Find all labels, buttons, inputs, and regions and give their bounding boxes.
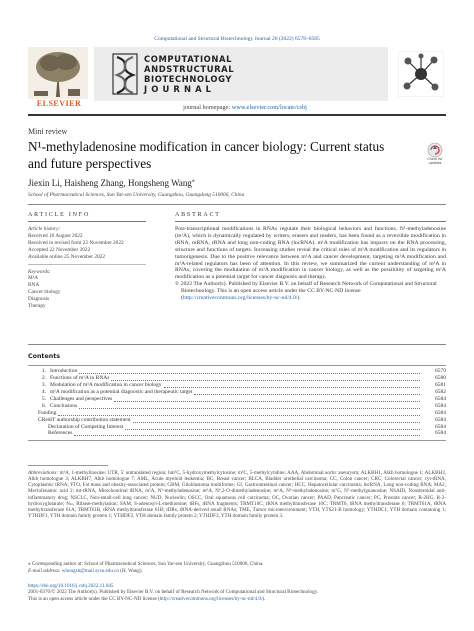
corresponding-author-note: ⁎ Corresponding author at: School of Pharmaceutical Sciences, Sun Yat-sen University, Guangzhou 510006, China. [28,561,264,567]
doi-block [28,583,446,602]
toc-entry-title[interactable]: m¹A modification as a potential diagnostic and therapeutic target [50,388,193,395]
toc-leader-dots [58,410,420,416]
publisher-name: ELSEVIER [36,99,82,108]
toc-leader-dots [114,396,420,402]
toc-entry-title[interactable]: Challenges and perspectives [50,395,113,402]
toc-leader-dots [194,389,420,395]
copyright-notice: © 2022 The Author(s). Published by Elsevier B.V. on behalf of Research Network of Computational and Structural Biotechnology. This is an open access article under the CC BY-NC-ND license (http://creativecommons.org/licenses/by-nc-nd/4.0/). [175,281,437,302]
journal-citation-line[interactable]: Computational and Structural Biotechnology Journal 20 (2022) 6578–6585 [154,36,320,42]
author-list: Jiexin Li, Haisheng Zhang, Hongsheng Wang⁎ [28,178,195,188]
toc-entry-page: 6581 [435,381,446,388]
journal-helix-logo-icon [112,53,138,95]
article-type: Mini review [28,127,68,136]
toc-leader-dots [111,375,420,381]
check-updates-icon [424,142,446,158]
toc-leader-dots [79,403,420,409]
toc-entry[interactable] [28,417,446,424]
toc-entry[interactable] [28,389,446,396]
toc-entry[interactable] [28,403,446,410]
history-item: Received 10 August 2022 [28,233,83,239]
toc-entry-title[interactable]: Declaration of Competing Interest [48,423,124,430]
email-line: E-mail address: whongsh@mail.sysu.edu.cn (H. Wang). [28,567,143,574]
toc-entry-page: 6584 [435,395,446,402]
masthead [28,47,446,113]
affiliation: School of Pharmaceutical Sciences, Sun Yat-sen University, Guangzhou, Guangdong 510006, China [28,192,245,198]
toc-entry[interactable] [28,368,446,375]
article-history-title: Article history: [28,226,61,232]
toc-entry-title[interactable]: Funding [38,409,57,416]
abstract-text: Post-transcriptional modifications in RNAs regulate their biological behaviors and functions. N¹-methyladenosine (m¹A), which is dynamically regulated by writers, erasers and readers, has been found as a reversible modification in tRNA, mRNA, rRNA and long non-coding RNA (lncRNA). m¹A modification has impacts on the RNA processing, structure and functions of targets. Increasing studies reveal the critical roles of m¹A modification and its regulators in tumorigenesis. Due to the positive relevance between m¹A and cancer development, targeting m¹A modification and m¹A-related regulators has been of attention. In this review, we summarized the current understanding of m¹A in RNAs, covering the modulation of m¹A modification in cancer biology, as well as the possibility of targeting m¹A modification as a potential target for cancer diagnosis and therapy. [175,226,446,281]
article-info-heading: ARTICLE INFO [28,212,91,218]
toc-entry[interactable] [28,375,446,382]
license-link[interactable]: http://creativecommons.org/licenses/by-nc-nd/4.0/ [182,295,298,302]
toc-entry-page: 6584 [435,409,446,416]
toc-entry[interactable] [28,382,446,389]
abbreviations: Abbreviations: m¹A, 1-methylinosine; UTR, 5′ untranslated region; hm⁵C, 5-hydroxymethylcytosine; m⁵C, 5-methylcytidine; AAA, Abdominal aortic aneurysm; ALKBH1, Alkb homologue 1; ALKBH3, Alkb homologue 3; ALKBH7, Alkb homologue 7; AML, Acute myeloid leukemia; BC, Breast cancer; BLCA, Bladder urothelial carcinoma; CC, Colon cancer; CRC, Colorectal cancer; cyt-tRNA, Cytoplasmic tRNA; FTO, Fat mass and obesity-associated protein; GBM, Glioblastoma multiforme; GI, Gastrointestinal cancer; HCC, Hepatocellular carcinoma; lncRNA, Long non-coding RNA; MA2, Meclofenamic acid 2; mt-tRNA, Mitochondrial tRNA; m¹A, N¹-methyladenosine; m⁶A, N⁶,2-O-dimethyladenosine; m⁶A, N⁶-methyladenosine; m⁷G, N⁷-methylguanosine; NSAID, Nonsteroidal anti-inflammatory drug; NSCLC, Non-small-cell lung cancer; NUD, Nucleolin; OSCC, Oral squamous cell carcinoma; OC, Ovarian cancer; PAAD, Pancreatic cancer; PC, Prostate cancer; R-2HG, R-2-hydroxyglutarate; Nₘ, Ribose-methylation; SAM, S-adenosyl-L-methionine; tRFs, tRNA fragments; TRMT10C, tRNA methyltransferase 10C; TRMT6, tRNA methyltransferase 6; TRMT61A, tRNA methyltransferase 61A; TRMT61B, tRNA methyltransferase 61B; tDRs, tRNA-derived small RNAs; TME, Tumor microenvironment; YTH, YTS21-B homology; YTHDC1, YTH domain containing 1; YTHDF1, YTH domain family protein 1; YTHDF2, YTH domain family protein 2; YTHDF3, YTH domain family protein 3. [28,470,446,520]
toc-entry[interactable] [28,410,446,417]
article-info-column [28,212,146,310]
contents-rule [28,344,446,345]
toc-entry[interactable] [28,430,446,437]
toc-entry-title[interactable]: CRediT authorship contribution statement [38,416,131,423]
masthead-rule [28,114,446,116]
doi-link[interactable]: https://doi.org/10.1016/j.csbj.2022.11.045 [28,583,114,589]
toc-bottom-rule [28,440,446,441]
keyword-item: Therapy [28,303,46,309]
corresponding-author-mark[interactable]: ⁎ [191,178,195,184]
toc-entry-page: 6579 [435,368,446,374]
journal-homepage: journal homepage: www.elsevier.com/locate/csbj [183,104,307,111]
keywords-title: Keywords: [28,269,51,275]
toc-entry-title[interactable]: Conclusions [50,402,78,409]
open-access-line: This is an open access article under the CC BY-NC-ND license (http://creativecommons.org/licenses/by-nc-nd/4.0/). [28,595,266,602]
keyword-item: Cancer biology [28,289,61,295]
toc-entry-title[interactable]: Modulation of m¹A modification in cancer biology [50,381,162,388]
contents-title: Contents [28,353,60,360]
toc-entry-page: 6584 [435,402,446,409]
toc-leader-dots [133,417,420,423]
toc-entry-number: 5. [41,395,46,402]
keyword-item: M¹A [28,275,39,281]
toc-leader-dots [125,424,420,430]
toc-entry-number: 3. [41,381,46,388]
toc-entry-page: 6580 [435,374,446,381]
history-item: Available online 25 November 2022 [28,254,105,260]
toc-entry-page: 6584 [435,430,446,437]
table-of-contents [28,368,446,437]
toc-entry-number: 6. [41,402,46,409]
toc-entry-page: 6584 [435,416,446,423]
toc-leader-dots [74,430,420,436]
abstract-heading: ABSTRACT [175,212,221,218]
toc-entry-page: 6584 [435,423,446,430]
check-for-updates-button[interactable]: Check for updates [424,142,446,168]
toc-entry-title[interactable]: Introduction [50,368,78,374]
keyword-item: Diagnosis [28,296,50,302]
footnote-rule [28,465,108,466]
article-title: N¹-methyladenosine modification in cancer biology: Current status and future perspectives [28,139,385,171]
toc-entry[interactable] [28,396,446,403]
toc-entry-number: 1. [41,368,46,374]
journal-network-icon [398,51,444,97]
history-item: Received in revised form 22 November 2022 [28,240,124,246]
oa-license-link[interactable]: http://creativecommons.org/licenses/by-nc-nd/4.0/ [159,595,263,602]
affiliation-rule [28,204,446,205]
email-link[interactable]: whongsh@mail.sysu.edu.cn [61,567,119,574]
toc-entry-title[interactable]: References [48,430,73,437]
toc-leader-dots [79,368,420,374]
keyword-item: RNA [28,282,40,288]
homepage-link[interactable]: www.elsevier.com/locate/csbj [231,104,307,111]
abstract-column [175,212,446,302]
toc-entry-number: 4. [41,388,46,395]
elsevier-tree-logo-icon [28,47,88,111]
journal-title: COMPUTATIONAL ANDSTRUCTURAL BIOTECHNOLOGY J O U R N A L [144,54,235,94]
toc-entry-title[interactable]: Functions of m¹A in RNAs [50,374,110,381]
toc-leader-dots [164,382,420,388]
toc-top-rule [28,365,446,366]
toc-entry-number: 2. [41,374,46,381]
toc-entry-page: 6582 [435,388,446,395]
issn-line: 2001-0370/© 2022 The Author(s). Published by Elsevier B.V. on behalf of Research Network of Computational and Structural Biotechnology. [28,589,319,596]
toc-entry[interactable] [28,424,446,431]
history-item: Accepted 22 November 2022 [28,247,91,253]
